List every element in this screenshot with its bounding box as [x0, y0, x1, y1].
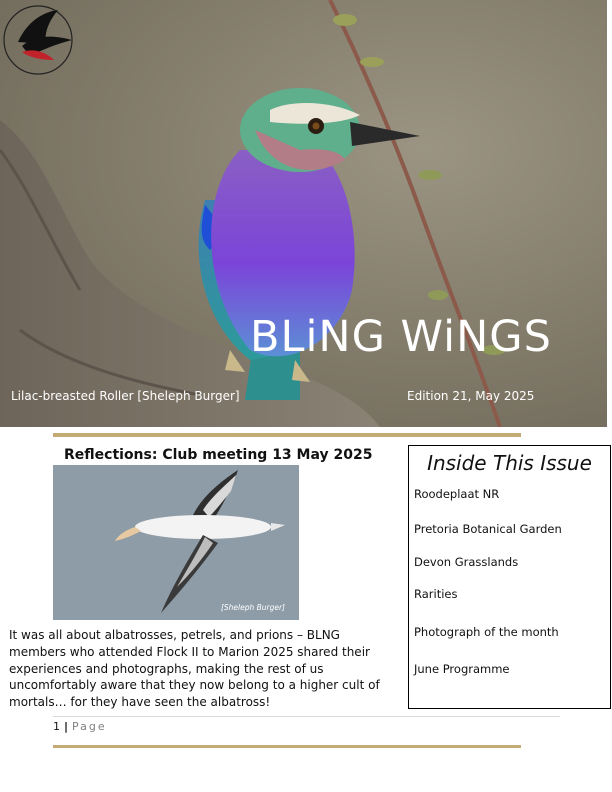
newsletter-masthead: BLiNG WiNGS [250, 312, 552, 362]
inside-this-issue-box [408, 445, 611, 709]
page-number-value: 1 [53, 720, 60, 733]
toc-item[interactable]: Pretoria Botanical Garden [414, 522, 562, 536]
albatross-illustration [53, 465, 299, 620]
page-label: Page [72, 720, 107, 733]
toc-item[interactable]: June Programme [414, 662, 510, 676]
top-divider-rule [53, 433, 521, 437]
footer-thin-line [53, 716, 560, 717]
bottom-divider-rule [53, 745, 521, 748]
photo-credit: [Sheleph Burger] [220, 603, 285, 612]
article-body: It was all about albatrosses, petrels, and prions – BLNG members who attended Flock II to Marion 2025 shared their experiences and photographs, making the rest of us uncomfortably aware that they now belong to a higher cult of mortals… for they have seen the albatross! [9, 628, 380, 710]
article-title: Reflections: Club meeting 13 May 2025 [64, 447, 373, 463]
page-number [53, 720, 107, 733]
page-separator: | [64, 720, 69, 733]
cover-photo-caption: Lilac-breasted Roller [Sheleph Burger] [11, 389, 240, 403]
toc-item[interactable]: Rarities [414, 587, 458, 601]
toc-item[interactable]: Roodeplaat NR [414, 487, 500, 501]
edition-label: Edition 21, May 2025 [407, 389, 535, 403]
toc-item[interactable]: Photograph of the month [414, 625, 559, 639]
club-logo [0, 0, 80, 80]
albatross-photo [53, 465, 299, 620]
toc-item[interactable]: Devon Grasslands [414, 555, 519, 569]
toc-title: Inside This Issue [427, 451, 592, 475]
